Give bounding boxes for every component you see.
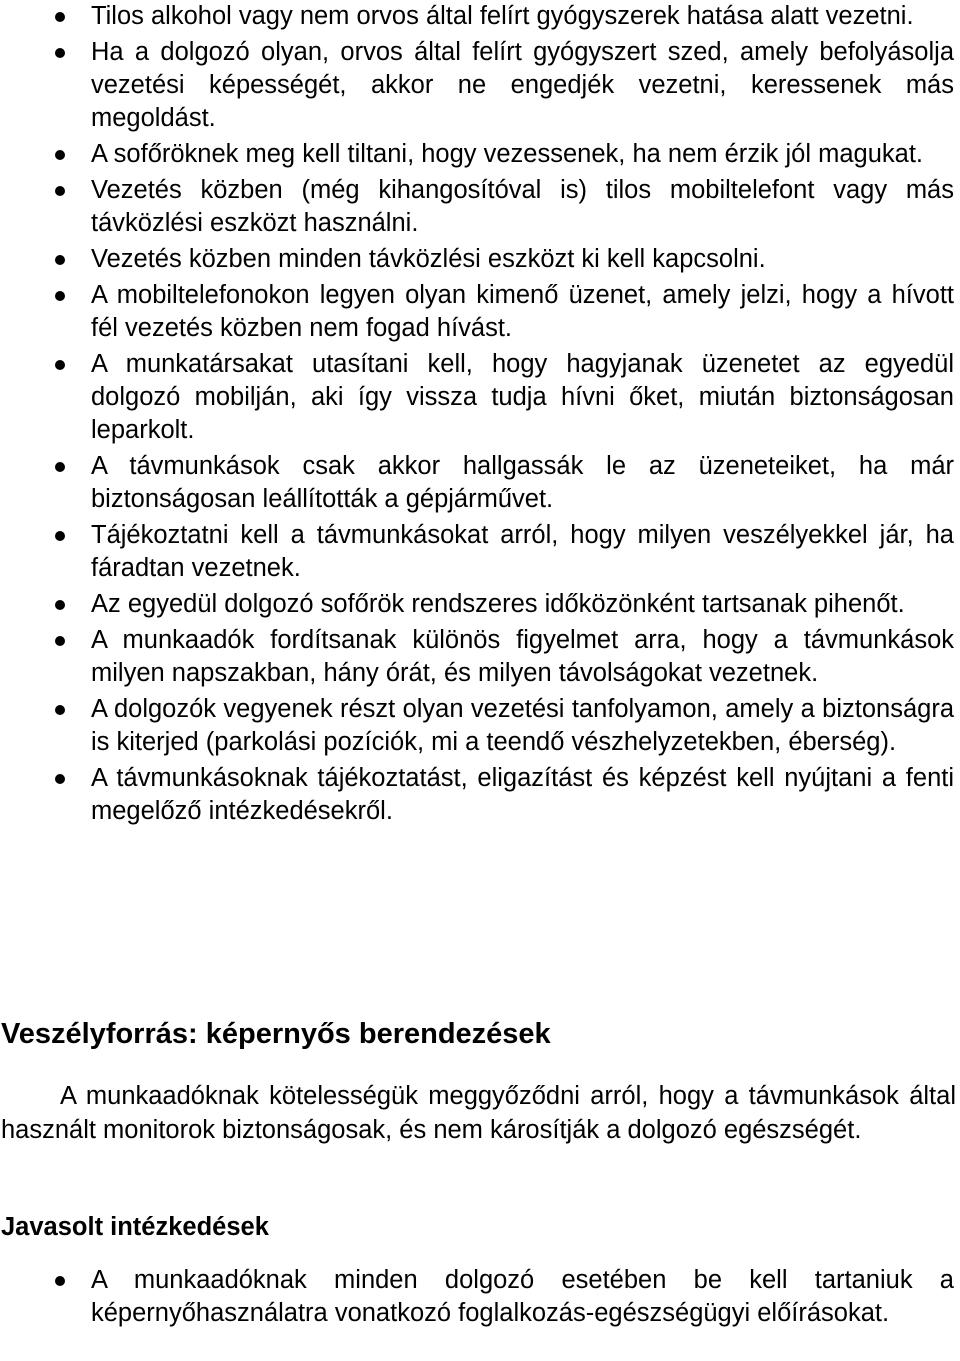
body-paragraph: A munkaadóknak kötelességük meggyőződni arról, hogy a távmunkások által használt monitorok biztonságosak, és nem károsítják a dolgozó egészségét. bbox=[1, 1082, 956, 1144]
list-item: A mobiltelefonokon legyen olyan kimenő üzenet, amely jelzi, hogy a hívott fél vezetés közben nem fogad hívást. bbox=[0, 279, 956, 345]
list-item: A távmunkások csak akkor hallgassák le az üzeneteiket, ha már biztonságosan leállították a gépjárművet. bbox=[0, 450, 956, 516]
list-item: A sofőröknek meg kell tiltani, hogy vezessenek, ha nem érzik jól magukat. bbox=[0, 138, 956, 171]
list-item: Ha a dolgozó olyan, orvos által felírt gyógyszert szed, amely befolyásolja vezetési képességét, akkor ne engedjék vezetni, keressenek más megoldást. bbox=[0, 36, 956, 135]
list-item: Vezetés közben (még kihangosítóval is) tilos mobiltelefont vagy más távközlési eszközt használni. bbox=[0, 174, 956, 240]
list-item: Vezetés közben minden távközlési eszközt ki kell kapcsolni. bbox=[0, 243, 956, 276]
list-item: A dolgozók vegyenek részt olyan vezetési tanfolyamon, amely a biztonságra is kiterjed (parkolási pozíciók, mi a teendő vészhelyzetekben, éberség). bbox=[0, 693, 956, 759]
list-item: A munkaadóknak minden dolgozó esetében be kell tartaniuk a képernyőhasználatra vonatkozó foglalkozás-egészségügyi előírásokat. bbox=[0, 1264, 956, 1330]
list-item: Az egyedül dolgozó sofőrök rendszeres időközönként tartsanak pihenőt. bbox=[0, 588, 956, 621]
list-item: Tilos alkohol vagy nem orvos által felírt gyógyszerek hatása alatt vezetni. bbox=[0, 0, 956, 33]
list-item: Tájékoztatni kell a távmunkásokat arról, hogy milyen veszélyekkel jár, ha fáradtan vezetnek. bbox=[0, 519, 956, 585]
recommended-measures-list bbox=[0, 1264, 956, 1330]
list-item: A munkaadók fordítsanak különös figyelmet arra, hogy a távmunkások milyen napszakban, hány órát, és milyen távolságokat vezetnek. bbox=[0, 624, 956, 690]
list-item: A munkatársakat utasítani kell, hogy hagyjanak üzenetet az egyedül dolgozó mobilján, aki így vissza tudja hívni őket, miután biztonságosan leparkolt. bbox=[0, 348, 956, 447]
section-heading: Veszélyforrás: képernyős berendezések bbox=[1, 1018, 551, 1050]
sub-heading: Javasolt intézkedések bbox=[1, 1213, 269, 1241]
list-item: A távmunkásoknak tájékoztatást, eligazítást és képzést kell nyújtani a fenti megelőző intézkedésekről. bbox=[0, 762, 956, 828]
